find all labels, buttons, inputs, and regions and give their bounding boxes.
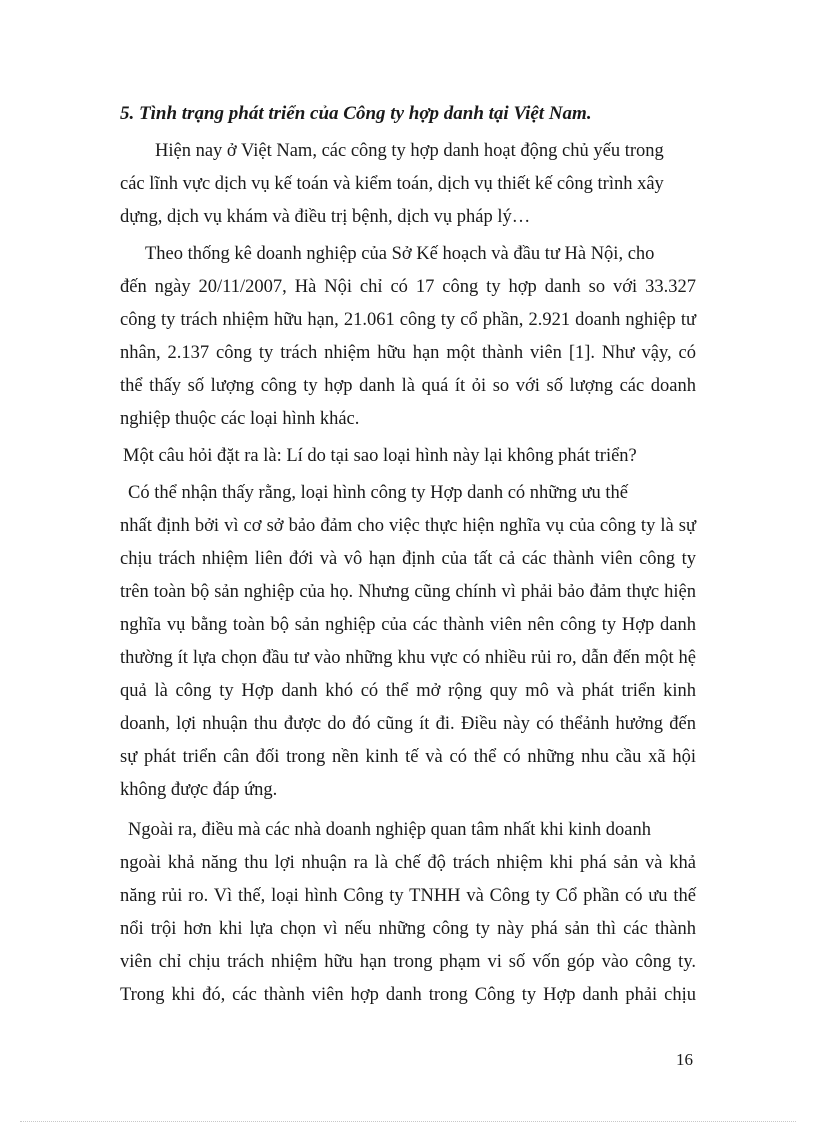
paragraph-line: thường ít lựa chọn đầu tư vào những khu vực có nhiều rủi ro, dẫn đến một hệ	[120, 648, 696, 668]
paragraph-line: nổi trội hơn khi lựa chọn vì nếu những công ty này phá sản thì các thành	[120, 919, 696, 939]
paragraph-line: Một câu hỏi đặt ra là: Lí do tại sao loại hình này lại không phát triển?	[123, 446, 637, 466]
paragraph-line: trên toàn bộ sản nghiệp của họ. Nhưng cũng chính vì phải bảo đảm thực hiện	[120, 582, 696, 602]
paragraph-line: nghĩa vụ bằng toàn bộ sản nghiệp của các thành viên nên công ty Hợp danh	[120, 615, 696, 635]
paragraph-line: nghiệp thuộc các loại hình khác.	[120, 409, 360, 429]
paragraph-line: chịu trách nhiệm liên đới và vô hạn định của tất cả các thành viên công ty	[120, 549, 696, 569]
paragraph-line: công ty trách nhiệm hữu hạn, 21.061 công ty cổ phần, 2.921 doanh nghiệp tư	[120, 310, 696, 330]
paragraph-line: sự phát triển cân đối trong nền kinh tế và có thể có những nhu cầu xã hội	[120, 747, 696, 767]
paragraph-line: Hiện nay ở Việt Nam, các công ty hợp danh hoạt động chủ yếu trong	[155, 141, 664, 161]
paragraph-line: Ngoài ra, điều mà các nhà doanh nghiệp quan tâm nhất khi kinh doanh	[128, 820, 651, 840]
paragraph-line: các lĩnh vực dịch vụ kế toán và kiểm toán, dịch vụ thiết kế công trình xây	[120, 174, 664, 194]
paragraph-line: nhân, 2.137 công ty trách nhiệm hữu hạn một thành viên [1]. Như vậy, có	[120, 343, 696, 363]
paragraph-line: nhất định bởi vì cơ sở bảo đảm cho việc thực hiện nghĩa vụ của công ty là sự	[120, 516, 696, 536]
paragraph-line: Trong khi đó, các thành viên hợp danh trong Công ty Hợp danh phải chịu	[120, 985, 696, 1005]
paragraph-line: năng rủi ro. Vì thế, loại hình Công ty TNHH và Công ty Cổ phần có ưu thế	[120, 886, 696, 906]
paragraph-line: đến ngày 20/11/2007, Hà Nội chỉ có 17 công ty hợp danh so với 33.327	[120, 277, 696, 297]
paragraph-line: quả là công ty Hợp danh khó có thể mở rộng quy mô và phát triển kinh	[120, 681, 696, 701]
paragraph-line: viên chỉ chịu trách nhiệm hữu hạn trong phạm vi số vốn góp vào công ty.	[120, 952, 696, 972]
page-number: 16	[676, 1050, 693, 1069]
paragraph-line: dựng, dịch vụ khám và điều trị bệnh, dịch vụ pháp lý…	[120, 207, 531, 227]
paragraph-line: Theo thống kê doanh nghiệp của Sở Kế hoạch và đầu tư Hà Nội, cho	[145, 244, 655, 264]
paragraph-line: Có thể nhận thấy rằng, loại hình công ty Hợp danh có những ưu thế	[128, 483, 628, 503]
page-bottom-border	[20, 1121, 796, 1122]
paragraph-line: ngoài khả năng thu lợi nhuận ra là chế độ trách nhiệm khi phá sản và khả	[120, 853, 696, 873]
paragraph-line: doanh, lợi nhuận thu được do đó cũng ít đi. Điều này có thểảnh hưởng đến	[120, 714, 696, 734]
paragraph-line: thể thấy số lượng công ty hợp danh là quá ít ỏi so với số lượng các doanh	[120, 376, 696, 396]
paragraph-line: không được đáp ứng.	[120, 780, 278, 800]
section-heading: 5. Tình trạng phát triển của Công ty hợp danh tại Việt Nam.	[120, 103, 592, 124]
